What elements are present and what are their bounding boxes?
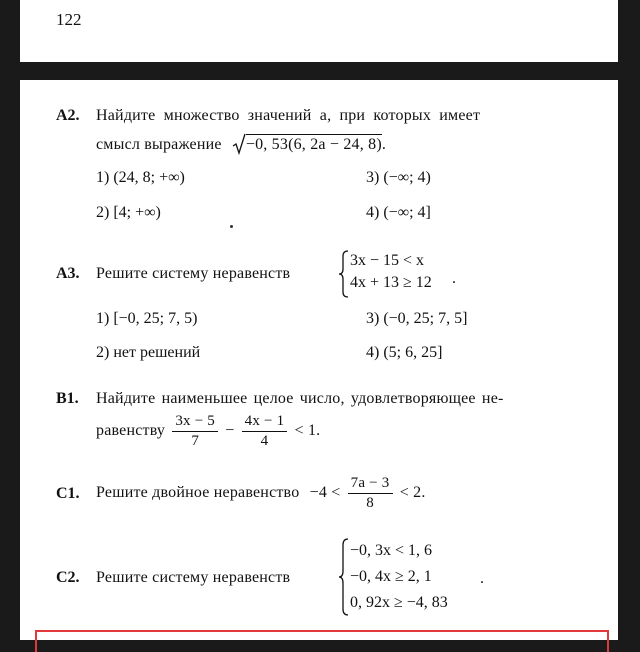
task-c2-end: . — [480, 570, 485, 587]
task-a3-system — [350, 250, 432, 294]
task-c1-text: Решите двойное неравенство — [96, 484, 300, 502]
fraction-numerator: 4x − 1 — [242, 412, 288, 432]
task-c2-text: Решите систему неравенств — [96, 569, 291, 586]
task-a2-option-1: 1) (24, 8; +∞) — [96, 169, 185, 186]
radical-icon — [232, 133, 246, 155]
task-c1-left: −4 < — [309, 484, 341, 502]
task-b1-line1: Найдите наименьшее целое число, удовлетворяющее не- — [96, 390, 504, 407]
task-a2-line2 — [96, 133, 386, 155]
task-a3-option-3: 3) (−0, 25; 7, 5] — [366, 310, 468, 327]
fraction-denominator: 8 — [366, 495, 374, 511]
fraction — [348, 474, 393, 513]
task-a3-end: . — [452, 270, 457, 287]
task-a2-line2-end: . — [381, 136, 387, 153]
fraction-numerator: 7a − 3 — [348, 474, 393, 494]
fraction-denominator: 7 — [191, 433, 200, 449]
task-c2-label: C2. — [56, 569, 80, 586]
task-c1-label: C1. — [56, 485, 80, 502]
system-row: 3x − 15 < x — [350, 252, 425, 269]
task-a2-line1: Найдите множество значений a, при которых имеет — [96, 107, 481, 124]
fraction-denominator: 4 — [260, 433, 269, 449]
task-c1-tail: < 2. — [399, 484, 426, 502]
task-b1-label: B1. — [56, 390, 79, 407]
task-a3-label: A3. — [56, 265, 80, 282]
page-number: 122 — [56, 10, 82, 29]
task-a3-option-4: 4) (5; 6, 25] — [366, 344, 443, 361]
task-b1-line2 — [96, 412, 320, 451]
fraction — [242, 412, 288, 451]
sqrt-sign — [232, 133, 382, 155]
task-a2-line2-text: смысл выражение — [96, 136, 222, 153]
minus-sign: − — [225, 422, 235, 440]
task-a2-option-4: 4) (−∞; 4] — [366, 204, 431, 221]
task-a2-option-2: 2) [4; +∞) — [96, 204, 161, 221]
textbook-page — [20, 80, 618, 640]
system-row: 4x + 13 ≥ 12 — [350, 274, 432, 291]
red-highlight-frame — [35, 630, 609, 652]
task-b1-line2-text: равенству — [96, 422, 166, 440]
task-a2-label: A2. — [56, 107, 80, 124]
task-c2-system — [350, 538, 448, 616]
task-b1-tail: < 1. — [294, 422, 321, 440]
system-row: −0, 3x < 1, 6 — [350, 542, 433, 559]
fraction-numerator: 3x − 5 — [172, 412, 218, 432]
left-brace-icon — [338, 250, 350, 298]
system-row: −0, 4x ≥ 2, 1 — [350, 568, 432, 585]
radicand: −0, 53(6, 2a − 24, 8) — [245, 136, 382, 153]
fraction — [172, 412, 218, 451]
task-c1-line — [96, 474, 426, 513]
system-row: 0, 92x ≥ −4, 83 — [350, 594, 448, 611]
speck — [230, 225, 233, 228]
left-brace-icon — [338, 538, 350, 616]
task-a3-option-2: 2) нет решений — [96, 344, 201, 361]
task-a2-option-3: 3) (−∞; 4) — [366, 169, 431, 186]
task-a3-text: Решите систему неравенств — [96, 265, 291, 282]
task-a3-option-1: 1) [−0, 25; 7, 5) — [96, 310, 198, 327]
previous-page-strip — [20, 0, 618, 62]
